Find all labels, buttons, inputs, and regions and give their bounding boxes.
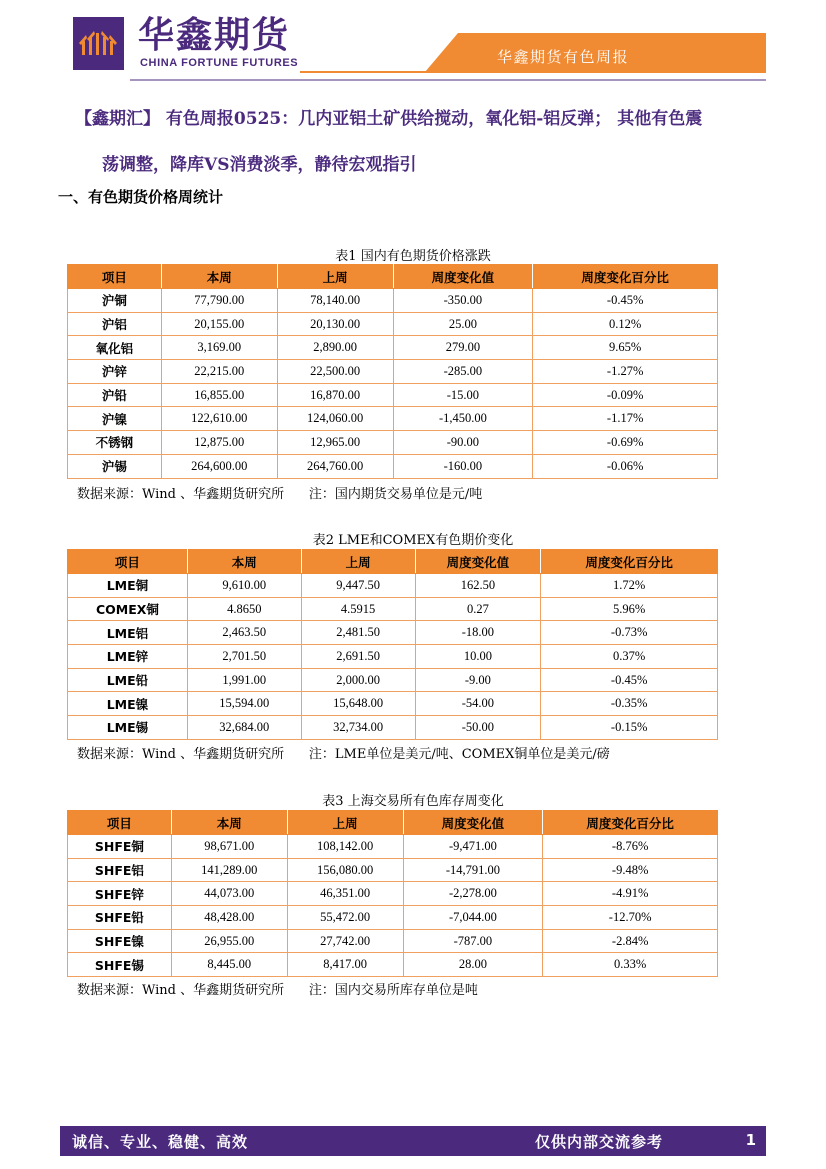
domestic-price-table	[67, 264, 718, 479]
table-cell: 28.00	[403, 953, 543, 977]
table-cell: -12.70%	[543, 906, 718, 930]
table-row	[68, 312, 718, 336]
section-heading: 一、有色期货价格周统计	[58, 188, 224, 206]
table-cell: 2,701.50	[187, 645, 301, 669]
table-cell: 20,130.00	[277, 312, 393, 336]
table3-source-note: 数据来源：Wind 、华鑫期货研究所 注：国内交易所库存单位是吨	[77, 983, 478, 998]
table-cell: 12,875.00	[161, 431, 277, 455]
table-cell: 78,140.00	[277, 289, 393, 313]
row-label: 沪铅	[68, 383, 162, 407]
table-row	[68, 383, 718, 407]
table-cell: 15,648.00	[301, 692, 415, 716]
table-cell: 3,169.00	[161, 336, 277, 360]
table-cell: -1,450.00	[393, 407, 533, 431]
table-cell: -90.00	[393, 431, 533, 455]
table-cell: 27,742.00	[287, 929, 403, 953]
table-cell: 0.12%	[533, 312, 718, 336]
table-row	[68, 906, 718, 930]
table-cell: -54.00	[415, 692, 541, 716]
table-cell: 4.5915	[301, 597, 415, 621]
table-cell: 1.72%	[541, 574, 718, 598]
table-cell: -285.00	[393, 360, 533, 384]
footer-motto: 诚信、专业、稳健、高效	[72, 1133, 249, 1151]
logo-english-name: CHINA FORTUNE FUTURES	[140, 57, 299, 69]
col-header: 项目	[68, 265, 162, 289]
table-cell: 156,080.00	[287, 858, 403, 882]
table-row	[68, 289, 718, 313]
table-cell: 15,594.00	[187, 692, 301, 716]
table-cell: 2,000.00	[301, 668, 415, 692]
table1-caption: 表1 国内有色期货价格涨跌	[335, 249, 491, 264]
report-title-line2: 荡调整，降库VS消费淡季，静待宏观指引	[102, 155, 417, 175]
table1-source-note: 数据来源：Wind 、华鑫期货研究所 注：国内期货交易单位是元/吨	[77, 487, 483, 502]
report-series-label: 华鑫期货有色周报	[497, 48, 630, 66]
table-cell: 22,215.00	[161, 360, 277, 384]
page-number: 1	[745, 1131, 756, 1149]
col-header: 周度变化百分比	[543, 811, 718, 835]
table-cell: -1.27%	[533, 360, 718, 384]
col-header: 本周	[171, 811, 287, 835]
table-cell: -350.00	[393, 289, 533, 313]
footer-disclaimer: 仅供内部交流参考	[535, 1133, 664, 1151]
table-cell: -787.00	[403, 929, 543, 953]
table-cell: -2,278.00	[403, 882, 543, 906]
table-cell: -50.00	[415, 716, 541, 740]
table-cell: -14,791.00	[403, 858, 543, 882]
table-row	[68, 953, 718, 977]
table-row	[68, 929, 718, 953]
row-label: LME镍	[68, 692, 188, 716]
table-cell: -4.91%	[543, 882, 718, 906]
table-cell: 8,417.00	[287, 953, 403, 977]
table-cell: 55,472.00	[287, 906, 403, 930]
row-label: SHFE铜	[68, 835, 172, 859]
row-label: SHFE锡	[68, 953, 172, 977]
table-cell: -0.06%	[533, 454, 718, 478]
col-header: 本周	[187, 550, 301, 574]
table-cell: 44,073.00	[171, 882, 287, 906]
col-header: 上周	[301, 550, 415, 574]
table-cell: 10.00	[415, 645, 541, 669]
table-cell: 32,734.00	[301, 716, 415, 740]
table-cell: -15.00	[393, 383, 533, 407]
row-label: SHFE镍	[68, 929, 172, 953]
table-row	[68, 597, 718, 621]
table-row	[68, 360, 718, 384]
table2-caption: 表2 LME和COMEX有色期价变化	[312, 533, 514, 548]
col-header: 项目	[68, 811, 172, 835]
report-title	[75, 96, 775, 188]
row-label: LME锌	[68, 645, 188, 669]
table-cell: -0.73%	[541, 621, 718, 645]
lme-comex-price-table	[67, 549, 718, 740]
table-cell: 25.00	[393, 312, 533, 336]
row-label: COMEX铜	[68, 597, 188, 621]
table-cell: 108,142.00	[287, 835, 403, 859]
row-label: LME铅	[68, 668, 188, 692]
table-cell: -0.35%	[541, 692, 718, 716]
table-row	[68, 882, 718, 906]
col-header: 周度变化百分比	[533, 265, 718, 289]
row-label: 不锈钢	[68, 431, 162, 455]
table-row	[68, 668, 718, 692]
row-label: LME铜	[68, 574, 188, 598]
table-row	[68, 431, 718, 455]
table-cell: 46,351.00	[287, 882, 403, 906]
table-cell: -160.00	[393, 454, 533, 478]
table-row	[68, 858, 718, 882]
row-label: SHFE铅	[68, 906, 172, 930]
table-cell: -7,044.00	[403, 906, 543, 930]
table3-caption: 表3 上海交易所有色库存周变化	[322, 794, 504, 809]
table-row	[68, 407, 718, 431]
table-cell: 279.00	[393, 336, 533, 360]
table-cell: 2,890.00	[277, 336, 393, 360]
table-row	[68, 645, 718, 669]
row-label: SHFE铝	[68, 858, 172, 882]
table-cell: -0.45%	[533, 289, 718, 313]
table-cell: 98,671.00	[171, 835, 287, 859]
row-label: 沪锡	[68, 454, 162, 478]
table-cell: 16,855.00	[161, 383, 277, 407]
col-header: 周度变化百分比	[541, 550, 718, 574]
table2-source-note: 数据来源：Wind 、华鑫期货研究所 注：LME单位是美元/吨、COMEX铜单位是美元/磅	[77, 747, 610, 762]
table-row	[68, 574, 718, 598]
table-cell: -0.45%	[541, 668, 718, 692]
table-cell: -0.09%	[533, 383, 718, 407]
table-cell: 5.96%	[541, 597, 718, 621]
row-label: LME锡	[68, 716, 188, 740]
table-cell: -0.15%	[541, 716, 718, 740]
table-cell: 2,463.50	[187, 621, 301, 645]
shfe-inventory-table	[67, 810, 718, 977]
table-cell: 26,955.00	[171, 929, 287, 953]
table-cell: 9,447.50	[301, 574, 415, 598]
row-label: 沪铝	[68, 312, 162, 336]
table-cell: 12,965.00	[277, 431, 393, 455]
table-cell: -2.84%	[543, 929, 718, 953]
table-cell: 0.37%	[541, 645, 718, 669]
table-cell: 122,610.00	[161, 407, 277, 431]
table-row	[68, 835, 718, 859]
table-cell: 2,691.50	[301, 645, 415, 669]
table-cell: -0.69%	[533, 431, 718, 455]
table-cell: 4.8650	[187, 597, 301, 621]
table-cell: 264,760.00	[277, 454, 393, 478]
col-header: 项目	[68, 550, 188, 574]
table-row	[68, 621, 718, 645]
row-label: LME铝	[68, 621, 188, 645]
page-footer	[60, 1126, 766, 1156]
table-cell: 22,500.00	[277, 360, 393, 384]
table-cell: -18.00	[415, 621, 541, 645]
table-cell: 9.65%	[533, 336, 718, 360]
table-row	[68, 336, 718, 360]
table-row	[68, 716, 718, 740]
table-cell: 20,155.00	[161, 312, 277, 336]
col-header: 上周	[287, 811, 403, 835]
table-cell: 0.33%	[543, 953, 718, 977]
row-label: SHFE锌	[68, 882, 172, 906]
row-label: 沪镍	[68, 407, 162, 431]
table-cell: 48,428.00	[171, 906, 287, 930]
table-cell: -1.17%	[533, 407, 718, 431]
table-cell: 1,991.00	[187, 668, 301, 692]
table-cell: -9.00	[415, 668, 541, 692]
row-label: 氧化铝	[68, 336, 162, 360]
table-cell: 8,445.00	[171, 953, 287, 977]
col-header: 周度变化值	[403, 811, 543, 835]
table-cell: 0.27	[415, 597, 541, 621]
report-title-line1: 【鑫期汇】 有色周报0525：几内亚铝土矿供给搅动，氧化铝-铝反弹； 其他有色震	[75, 109, 703, 129]
table-cell: 264,600.00	[161, 454, 277, 478]
table-cell: 32,684.00	[187, 716, 301, 740]
row-label: 沪铜	[68, 289, 162, 313]
table-cell: 16,870.00	[277, 383, 393, 407]
table-cell: -8.76%	[543, 835, 718, 859]
table-row	[68, 454, 718, 478]
header-banner	[0, 0, 826, 90]
col-header: 上周	[277, 265, 393, 289]
logo-chinese-name: 华鑫期货	[138, 15, 291, 56]
table-cell: -9,471.00	[403, 835, 543, 859]
row-label: 沪锌	[68, 360, 162, 384]
table-cell: 162.50	[415, 574, 541, 598]
table-cell: 9,610.00	[187, 574, 301, 598]
table-cell: 124,060.00	[277, 407, 393, 431]
col-header: 本周	[161, 265, 277, 289]
col-header: 周度变化值	[393, 265, 533, 289]
table-cell: 141,289.00	[171, 858, 287, 882]
table-cell: 77,790.00	[161, 289, 277, 313]
col-header: 周度变化值	[415, 550, 541, 574]
table-cell: 2,481.50	[301, 621, 415, 645]
table-row	[68, 692, 718, 716]
table-cell: -9.48%	[543, 858, 718, 882]
